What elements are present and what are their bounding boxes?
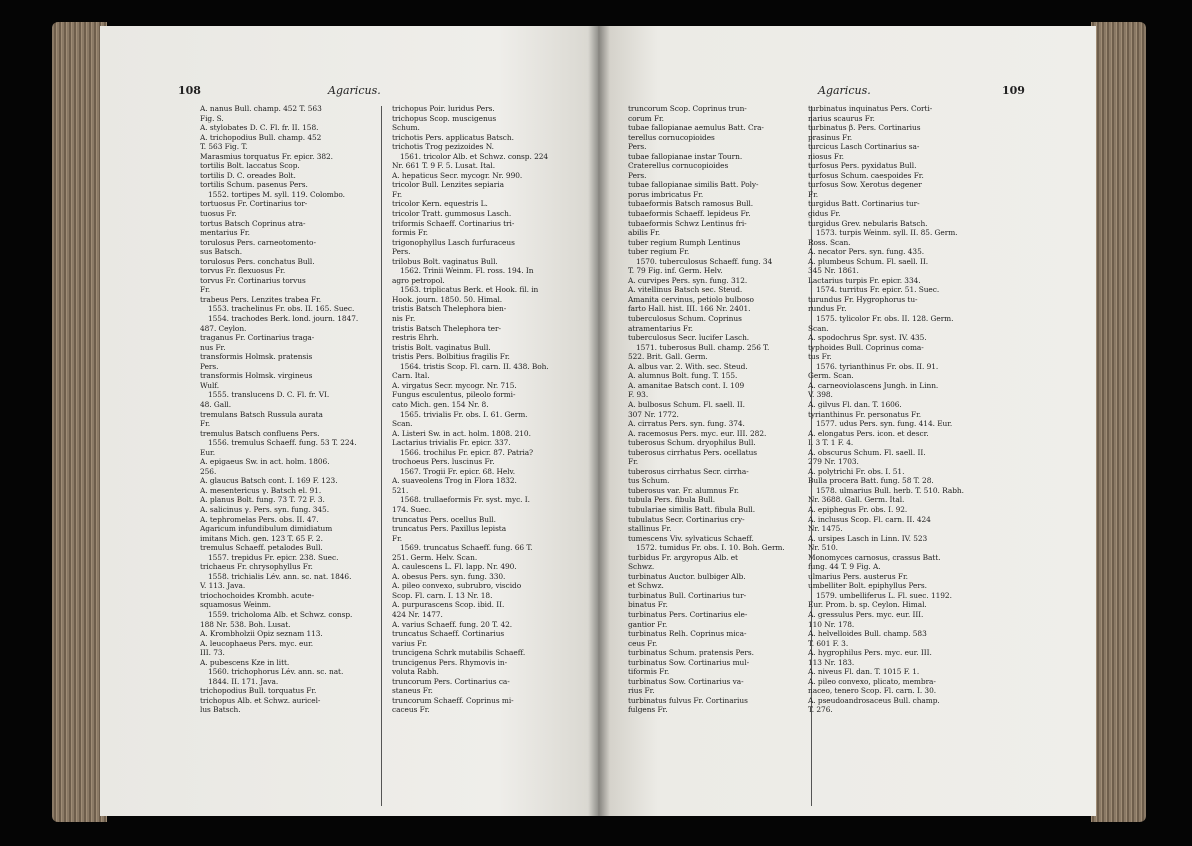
index-line: tus Schum. <box>628 476 670 486</box>
index-line: tricolor Bull. Lenzites sepiaria <box>392 180 504 190</box>
index-line: truncorum Schaeff. Coprinus mi- <box>392 695 514 705</box>
index-line: A. plumbeus Schum. Fl. saell. II. <box>808 256 929 266</box>
left-column-1 <box>176 104 364 715</box>
index-line: gantior Fr. <box>628 619 668 629</box>
index-line: transformis Holmsk. pratensis <box>200 352 313 362</box>
index-line: A. stylobates D. C. Fl. fr. II. 158. <box>200 123 319 133</box>
index-line: turbinatus Pers. Cortinarius ele- <box>628 609 748 619</box>
index-line: tubae fallopianae similis Batt. Poly- <box>628 180 759 190</box>
index-line: A. pseudoandrosaceus Bull. champ. <box>808 695 940 705</box>
index-line: triformis Schaeff. Cortinarius tri- <box>392 218 515 228</box>
index-line: binatus Fr. <box>628 600 668 610</box>
left-page-edge <box>52 22 107 822</box>
index-line: A. hygrophilus Pers. myc. eur. III. <box>808 648 932 658</box>
index-line: 1558. trichialis Lév. ann. sc. nat. 1846. <box>208 571 352 581</box>
index-line: 1557. trepidus Fr. epicr. 238. Suec. <box>208 552 339 562</box>
index-line: agro petropol. <box>392 275 445 285</box>
index-line: V. 398. <box>808 390 833 400</box>
index-line: A. ursipes Lasch in Linn. IV. 523 <box>808 533 928 543</box>
index-line: prasinus Fr. <box>808 132 853 142</box>
index-line: 1559. tricholoma Alb. et Schwz. consp. <box>208 609 353 619</box>
index-line: tuberculosus Secr. lucifer Lasch. <box>628 333 750 343</box>
index-line: Scan. <box>392 419 413 429</box>
index-line: formis Fr. <box>392 228 428 238</box>
index-line: truncatus Pers. Paxillus lepista <box>392 524 507 534</box>
index-line: A. spodochrus Spr. syst. IV. 435. <box>808 333 927 343</box>
right-page <box>598 26 1096 816</box>
index-line: caceus Fr. <box>392 705 430 715</box>
index-line: Eur. <box>200 447 216 457</box>
index-line: trichopus Scop. muscigenus <box>392 113 497 123</box>
index-line: 1571. tuberosus Bull. champ. 256 T. <box>636 342 770 352</box>
index-line: trichotis Trog pezizoides N. <box>392 142 494 152</box>
index-line: rius Fr. <box>628 686 655 696</box>
index-line: torulosus Pers. conchatus Bull. <box>200 256 315 266</box>
index-line: Germ. Scan. <box>808 371 854 381</box>
index-line: farto Hall. hist. III. 166 Nr. 2401. <box>628 304 751 314</box>
index-line: truncorum Scop. Coprinus trun- <box>628 104 747 113</box>
index-line: Eur. Prom. b. sp. Ceylon. Himal. <box>808 600 927 610</box>
index-line: F. 93. <box>628 390 649 400</box>
index-line: 1573. turpis Weinm. syll. II. 85. Germ. <box>816 228 958 238</box>
index-line: trichopodius Bull. torquatus Fr. <box>200 686 317 696</box>
index-line: tremulans Batsch Russula aurata <box>200 409 323 419</box>
index-line: Schwz. <box>628 562 655 572</box>
index-line: A. polytrichi Fr. obs. I. 51. <box>808 466 905 476</box>
right-running-head: Agaricus. <box>818 84 871 97</box>
index-line: 1844. II. 171. Java. <box>208 676 279 686</box>
index-line: 1554. trachodes Berk. lond. journ. 1847. <box>208 314 359 324</box>
index-line: A. Krombholzii Opiz seznam 113. <box>200 629 323 639</box>
index-line: 1575. tylicolor Fr. obs. II. 128. Germ. <box>816 314 954 324</box>
index-line: tubulatus Secr. Cortinarius cry- <box>628 514 745 524</box>
index-line: tubaeformis Batsch ramosus Bull. <box>628 199 754 209</box>
index-line: 1556. tremulus Schaeff. fung. 53 T. 224. <box>208 438 357 448</box>
index-line: tuosus Fr. <box>200 209 237 219</box>
index-line: turbinatus Schum. pratensis Pers. <box>628 648 754 658</box>
left-page-number: 108 <box>178 84 201 97</box>
index-line: turbinatus Sow. Cortinarius mul- <box>628 657 750 667</box>
index-line: 345 Nr. 1861. <box>808 266 859 276</box>
index-line: 1562. Trinii Weinm. Fl. ross. 194. In <box>400 266 534 276</box>
index-line: A. albus var. 2. With. sec. Steud. <box>628 361 748 371</box>
index-line: turbinatus fulvus Fr. Cortinarius <box>628 695 748 705</box>
index-line: turbinatus Sow. Cortinarius va- <box>628 676 744 686</box>
index-line: turbinatus Auctor. bulbiger Alb. <box>628 571 746 581</box>
index-line: trochoeus Pers. luscinus Fr. <box>392 457 495 467</box>
index-line: A. gilvus Fl. dan. T. 1606. <box>808 399 902 409</box>
right-column-2 <box>784 104 972 715</box>
index-line: 1564. tristis Scop. Fl. carn. II. 438. Boh. <box>400 361 549 371</box>
index-line: tremulus Schaeff. petalodes Bull. <box>200 543 323 553</box>
index-line: trichaeus Fr. chrysophyllus Fr. <box>200 562 313 572</box>
index-line: Nr. 1475. <box>808 524 843 534</box>
index-line: lus Batsch. <box>200 705 241 715</box>
index-line: turbinatus β. Pers. Cortinarius <box>808 123 921 133</box>
index-line: transformis Holmsk. virgineus <box>200 371 313 381</box>
index-line: tortilis D. C. oreades Bolt. <box>200 170 296 180</box>
index-line: restris Ehrh. <box>392 333 439 343</box>
index-line: 1567. Trogii Fr. epicr. 68. Helv. <box>400 466 516 476</box>
index-line: A. epiphegus Fr. obs. I. 92. <box>808 504 908 514</box>
index-line: 1574. turritus Fr. epicr. 51. Suec. <box>816 285 940 295</box>
index-line: turbinatus Bull. Cortinarius tur- <box>628 590 747 600</box>
index-line: trigonophyllus Lasch furfuraceus <box>392 237 515 247</box>
index-line: A. obesus Pers. syn. fung. 330. <box>392 571 506 581</box>
index-line: 522. Brit. Gall. Germ. <box>628 352 708 362</box>
index-line: Amanita cervinus, petiolo bulboso <box>628 294 754 304</box>
index-line: A. nanus Bull. champ. 452 T. 563 <box>200 104 322 113</box>
index-line: Fr. <box>392 533 403 543</box>
index-line: fung. 44 T. 9 Fig. A. <box>808 562 881 572</box>
index-line: nus Fr. <box>200 342 226 352</box>
index-line: tortilis Bolt. laccatus Scop. <box>200 161 300 171</box>
index-line: atramentarius Fr. <box>628 323 693 333</box>
index-line: 279 Nr. 1703. <box>808 457 859 467</box>
index-line: tortus Batsch Coprinus atra- <box>200 218 306 228</box>
index-line: turfosus Schum. caespoides Fr. <box>808 170 924 180</box>
index-line: Scop. Fl. carn. I. 13 Nr. 18. <box>392 590 493 600</box>
index-line: tubae fallopianae instar Tourn. <box>628 151 743 161</box>
index-line: trabeus Pers. Lenzites trabea Fr. <box>200 294 322 304</box>
index-line: A. mesentericus γ. Batsch el. 91. <box>200 485 322 495</box>
index-line: Lactarius trivialis Fr. epicr. 337. <box>392 438 511 448</box>
index-line: III. 73. <box>200 648 225 658</box>
index-line: turcicus Lasch Cortinarius sa- <box>808 142 920 152</box>
index-line: Nr. 510. <box>808 543 838 553</box>
index-line: tubaeformis Schwz Lentinus fri- <box>628 218 747 228</box>
index-line: 110 Nr. 178. <box>808 619 855 629</box>
index-line: narius scaurus Fr. <box>808 113 875 123</box>
index-line: A. helvelloides Bull. champ. 583 <box>808 629 927 639</box>
index-line: staneus Fr. <box>392 686 433 696</box>
index-line: torvus Fr. flexuosus Fr. <box>200 266 286 276</box>
index-line: tiformis Fr. <box>628 667 670 677</box>
index-line: A. pileo convexo, plicato, membra- <box>808 676 936 686</box>
index-line: Fr. <box>808 189 819 199</box>
index-line: A. alumnus Bolt. fung. T. 155. <box>628 371 738 381</box>
index-line: 1563. triplicatus Berk. et Hook. fil. in <box>400 285 539 295</box>
index-line: I. 3 T. 1 F. 4. <box>808 438 854 448</box>
index-line: voluta Rabh. <box>392 667 439 677</box>
index-line: truncatus Schaeff. Cortinarius <box>392 629 505 639</box>
index-line: A. vitellinus Batsch sec. Steud. <box>628 285 743 295</box>
index-line: T. 563 Fig. T. <box>200 142 248 152</box>
index-line: Nr. 661 T. 9 F. 5. Lusat. Ital. <box>392 161 496 171</box>
index-line: 256. <box>200 466 217 476</box>
index-line: tremulus Batsch confluens Pers. <box>200 428 320 438</box>
book-gutter <box>588 26 610 816</box>
index-line: A. suaveolens Trog in Flora 1832. <box>392 476 517 486</box>
index-line: V. 113. Java. <box>200 581 246 591</box>
index-line: 1553. trachelinus Fr. obs. II. 165. Suec. <box>208 304 355 314</box>
index-line: A. racemosus Pers. myc. eur. III. 282. <box>628 428 767 438</box>
index-line: ulmarius Pers. austerus Fr. <box>808 571 908 581</box>
index-line: A. leucophaeus Pers. myc. eur. <box>200 638 314 648</box>
index-line: 48. Gall. <box>200 399 232 409</box>
index-line: cato Mich. gen. 154 Nr. 8. <box>392 399 489 409</box>
index-line: truncatus Pers. ocellus Bull. <box>392 514 496 524</box>
index-line: 1555. translucens D. C. Fl. fr. VI. <box>208 390 330 400</box>
index-line: turgidus Batt. Cortinarius tur- <box>808 199 920 209</box>
index-line: sus Batsch. <box>200 247 242 257</box>
index-line: tortilis Schum. pasenus Pers. <box>200 180 308 190</box>
index-line: A. curvipes Pers. syn. fung. 312. <box>628 275 748 285</box>
index-line: tuberosus cirrhatus Pers. ocellatus <box>628 447 758 457</box>
index-line: A. epigaeus Sw. in act. holm. 1806. <box>200 457 330 467</box>
index-line: T. 601 F. 3. <box>808 638 849 648</box>
left-running-head: Agaricus. <box>328 84 381 97</box>
index-line: turbinatus Relh. Coprinus mica- <box>628 629 747 639</box>
index-line: truncigenus Pers. Rhymovis in- <box>392 657 508 667</box>
index-line: turbidus Fr. argyropus Alb. et <box>628 552 738 562</box>
index-line: varius Fr. <box>392 638 428 648</box>
index-line: 1569. truncatus Schaeff. fung. 66 T. <box>400 543 533 553</box>
index-line: A. pileo convexo, subrubro, viscido <box>392 581 522 591</box>
index-line: 1568. trullaeformis Fr. syst. myc. I. <box>400 495 530 505</box>
index-line: torulosus Pers. carneotomento- <box>200 237 316 247</box>
index-line: A. niveus Fl. dan. T. 1015 F. 1. <box>808 667 920 677</box>
index-line: A. glaucus Batsch cont. I. 169 F. 123. <box>200 476 338 486</box>
index-line: abilis Fr. <box>628 228 661 238</box>
index-line: naceo, tenero Scop. Fl. carn. I. 30. <box>808 686 937 696</box>
index-line: turgidus Grev. nebularis Batsch. <box>808 218 928 228</box>
index-line: Agaricum infundibulum dimidiatum <box>200 524 333 534</box>
index-line: A. obscurus Schum. Fl. saell. II. <box>808 447 926 457</box>
index-line: A. hepaticus Secr. mycogr. Nr. 990. <box>392 170 523 180</box>
index-line: turbinatus inquinatus Pers. Corti- <box>808 104 933 113</box>
right-page-number: 109 <box>1002 84 1025 97</box>
index-line: turfosus Pers. pyxidatus Bull. <box>808 161 917 171</box>
index-line: A. salicinus γ. Pers. syn. fung. 345. <box>200 504 329 514</box>
index-line: A. planus Bolt. fung. 73 T. 72 F. 3. <box>200 495 325 505</box>
index-line: A. purpurascens Scop. ibid. II. <box>392 600 505 610</box>
index-line: typhoides Bull. Coprinus coma- <box>808 342 924 352</box>
index-line: Fr. <box>200 419 211 429</box>
index-line: triochochoides Krombh. acute- <box>200 590 315 600</box>
index-line: stallinus Fr. <box>628 524 672 534</box>
index-line: 1561. tricolor Alb. et Schwz. consp. 224 <box>400 151 549 161</box>
index-line: 188 Nr. 538. Boh. Lusat. <box>200 619 291 629</box>
index-line: Schum. <box>392 123 420 133</box>
index-line: A. Listeri Sw. in act. holm. 1808. 210. <box>392 428 531 438</box>
index-line: Bulla procera Batt. fung. 58 T. 28. <box>808 476 934 486</box>
index-line: Marasmius torquatus Fr. epicr. 382. <box>200 151 333 161</box>
index-line: niosus Fr. <box>808 151 844 161</box>
index-line: imitans Mich. gen. 123 T. 65 F. 2. <box>200 533 323 543</box>
index-line: 174. Suec. <box>392 504 431 514</box>
index-line: tricolor Tratt. gummosus Lasch. <box>392 209 512 219</box>
left-column-2 <box>368 104 556 715</box>
index-line: tuberculosus Schum. Coprinus <box>628 314 742 324</box>
index-line: tricolor Kern. equestris L. <box>392 199 488 209</box>
left-page <box>100 26 598 816</box>
index-line: turfosus Sow. Xerotus degener <box>808 180 922 190</box>
index-line: Ross. Scan. <box>808 237 851 247</box>
index-line: corum Fr. <box>628 113 664 123</box>
index-line: Craterellus cornucopioides <box>628 161 729 171</box>
index-line: tubaeformis Schaeff. lepideus Fr. <box>628 209 751 219</box>
index-line: A. varius Schaeff. fung. 20 T. 42. <box>392 619 513 629</box>
index-line: A. pubescens Kze in litt. <box>200 657 290 667</box>
index-line: Hook. journ. 1850. 50. Himal. <box>392 294 503 304</box>
index-line: truncigena Schrk mutabilis Schaeff. <box>392 648 526 658</box>
index-line: tuber regium Fr. <box>628 247 690 257</box>
index-line: Fr. <box>392 189 403 199</box>
index-line: tuber regium Rumph Lentinus <box>628 237 741 247</box>
index-line: A. carneoviolascens Jungh. in Linn. <box>808 380 939 390</box>
index-line: squamosus Weinm. <box>200 600 271 610</box>
index-line: tubulariae similis Batt. fibula Bull. <box>628 504 756 514</box>
index-line: Scan. <box>808 323 829 333</box>
index-line: tuberosus cirrhatus Secr. cirrha- <box>628 466 749 476</box>
right-page-edge <box>1091 22 1146 822</box>
index-line: 1570. tuberculosus Schaeff. fung. 34 <box>636 256 773 266</box>
index-line: A. caulescens L. Fl. lapp. Nr. 490. <box>392 562 517 572</box>
index-line: 487. Ceylon. <box>200 323 247 333</box>
index-line: 521. <box>392 485 409 495</box>
index-line: A. amanitae Batsch cont. I. 109 <box>628 380 745 390</box>
index-line: 1578. ulmarius Bull. herb. T. 510. Rabh. <box>816 485 964 495</box>
index-line: tristis Batsch Thelephora ter- <box>392 323 501 333</box>
index-line: Nr. 3688. Gall. Germ. Ital. <box>808 495 905 505</box>
index-line: Pers. <box>200 361 219 371</box>
index-line: trichopus Poir. luridus Pers. <box>392 104 495 113</box>
index-line: trichotis Pers. applicatus Batsch. <box>392 132 514 142</box>
index-line: A. inclusus Scop. Fl. carn. II. 424 <box>808 514 931 524</box>
index-line: Fr. <box>628 457 639 467</box>
index-line: Wulf. <box>200 380 219 390</box>
index-line: Lactarius turpis Fr. epicr. 334. <box>808 275 921 285</box>
index-line: T. 276. <box>808 705 833 715</box>
index-line: A. bulbosus Schum. Fl. saell. II. <box>628 399 745 409</box>
index-line: 307 Nr. 1772. <box>628 409 679 419</box>
index-line: ceus Fr. <box>628 638 658 648</box>
index-line: tubula Pers. fibula Bull. <box>628 495 716 505</box>
index-line: tristis Batsch Thelephora bien- <box>392 304 507 314</box>
index-line: A. necator Pers. syn. fung. 435. <box>808 247 925 257</box>
index-line: fulgens Fr. <box>628 705 668 715</box>
index-line: 1565. trivialis Fr. obs. I. 61. Germ. <box>400 409 528 419</box>
index-line: A. elongatus Pers. icon. et descr. <box>808 428 929 438</box>
index-line: trilobus Bolt. vaginatus Bull. <box>392 256 498 266</box>
index-line: rundus Fr. <box>808 304 847 314</box>
index-line: Carn. Ital. <box>392 371 430 381</box>
index-line: umbelliter Bolt. epiphyllus Pers. <box>808 581 927 591</box>
index-line: trichopus Alb. et Schwz. auricel- <box>200 695 321 705</box>
index-line: nis Fr. <box>392 314 416 324</box>
index-line: gidus Fr. <box>808 209 841 219</box>
index-line: Pers. <box>628 142 647 152</box>
index-line: et Schwz. <box>628 581 664 591</box>
index-line: 1579. umbelliferus L. Fl. suec. 1192. <box>816 590 952 600</box>
index-line: Pers. <box>628 170 647 180</box>
index-line: porus imbricatus Fr. <box>628 189 704 199</box>
index-line: 1560. trichophorus Lév. ann. sc. nat. <box>208 667 344 677</box>
index-line: Fr. <box>200 285 211 295</box>
index-line: 1577. udus Pers. syn. fung. 414. Eur. <box>816 419 953 429</box>
index-line: tyrianthinus Fr. personatus Fr. <box>808 409 922 419</box>
index-line: traganus Fr. Cortinarius traga- <box>200 333 315 343</box>
index-line: tus Fr. <box>808 352 832 362</box>
index-line: Monomyces carnosus, crassus Batt. <box>808 552 941 562</box>
index-line: truncorum Pers. Cortinarius ca- <box>392 676 510 686</box>
index-line: 1572. tumidus Fr. obs. I. 10. Boh. Germ. <box>636 543 785 553</box>
right-column-1 <box>604 104 792 715</box>
index-line: A. gressulus Pers. myc. eur. III. <box>808 609 924 619</box>
index-line: 113 Nr. 183. <box>808 657 855 667</box>
index-line: A. virgatus Secr. mycogr. Nr. 715. <box>392 380 517 390</box>
index-line: T. 79 Fig. inf. Germ. Helv. <box>628 266 723 276</box>
index-line: A. trichopodius Bull. champ. 452 <box>200 132 322 142</box>
index-line: 251. Germ. Helv. Scan. <box>392 552 478 562</box>
index-line: A. tephromelas Pers. obs. II. 47. <box>200 514 319 524</box>
index-line: Pers. <box>392 247 411 257</box>
index-line: tristis Bolt. vaginatus Bull. <box>392 342 491 352</box>
index-line: Fig. S. <box>200 113 224 123</box>
index-line: 1566. trochilus Fr. epicr. 87. Patria? <box>400 447 534 457</box>
index-line: A. cirratus Pers. syn. fung. 374. <box>628 419 745 429</box>
index-line: torvus Fr. Cortinarius torvus <box>200 275 306 285</box>
index-line: tristis Pers. Bolbitius fragilis Fr. <box>392 352 510 362</box>
index-line: tubae fallopianae aemulus Batt. Cra- <box>628 123 764 133</box>
index-line: tuberosus var. Fr. alumnus Fr. <box>628 485 739 495</box>
index-line: Fungus esculentus, pileolo formi- <box>392 390 516 400</box>
index-line: tuberosus Schum. dryophilus Bull. <box>628 438 756 448</box>
index-line: turundus Fr. Hygrophorus tu- <box>808 294 918 304</box>
index-line: tortuosus Fr. Cortinarius tor- <box>200 199 308 209</box>
index-line: mentarius Fr. <box>200 228 250 238</box>
index-line: terellus cornucopioides <box>628 132 715 142</box>
index-line: 1552. tortipes M. syll. 119. Colombo. <box>208 189 345 199</box>
index-line: 1576. tyrianthinus Fr. obs. II. 91. <box>816 361 939 371</box>
index-line: 424 Nr. 1477. <box>392 609 443 619</box>
index-line: tumescens Viv. sylvaticus Schaeff. <box>628 533 754 543</box>
